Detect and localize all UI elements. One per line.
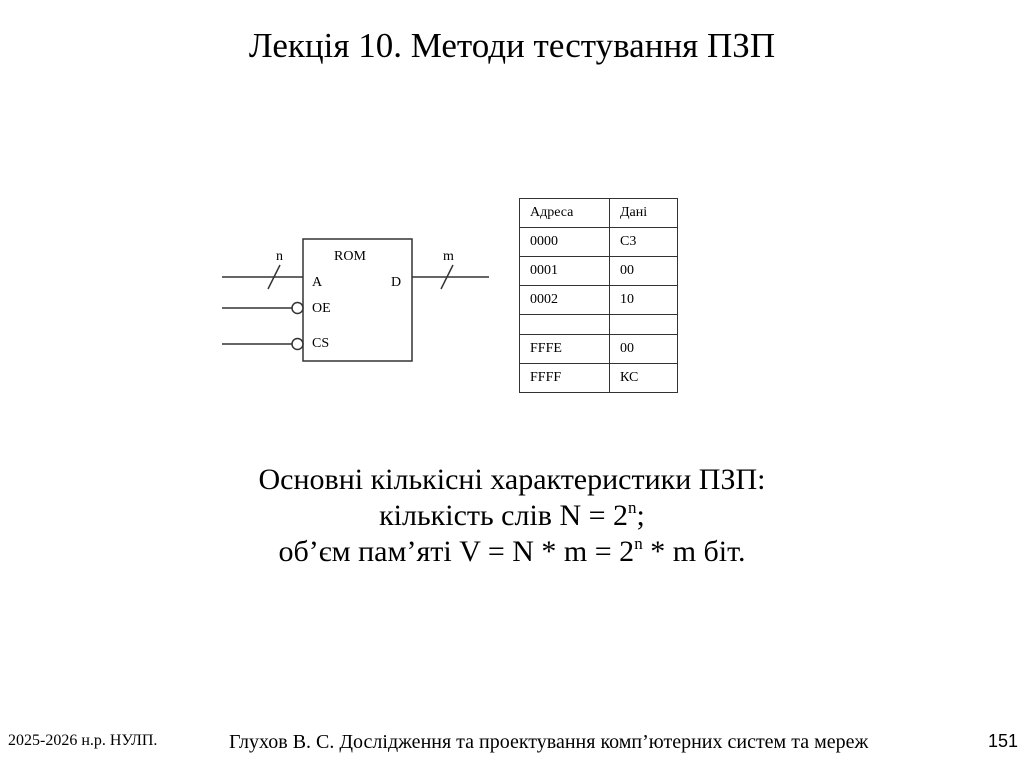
table-row bbox=[520, 364, 678, 393]
words-formula-text: кількість слів N = 2 bbox=[379, 499, 629, 532]
table-row bbox=[520, 335, 678, 364]
words-formula-suffix: ; bbox=[636, 499, 645, 532]
oe-inversion-bubble bbox=[292, 303, 303, 314]
volume-formula bbox=[0, 534, 1024, 570]
address-cell: 0001 bbox=[520, 257, 610, 286]
memory-content-table bbox=[519, 198, 678, 393]
address-cell: FFFE bbox=[520, 335, 610, 364]
gap-cell bbox=[520, 315, 610, 335]
cs-inversion-bubble bbox=[292, 339, 303, 350]
data-cell: 00 bbox=[610, 335, 678, 364]
table-row bbox=[520, 228, 678, 257]
header-data: Дані bbox=[610, 199, 678, 228]
data-cell: 00 bbox=[610, 257, 678, 286]
footer-year: 2025-2026 н.р. НУЛП. bbox=[8, 732, 158, 749]
data-width-label: m bbox=[443, 249, 454, 264]
slide-title: Лекція 10. Методи тестування ПЗП bbox=[248, 26, 776, 65]
data-port-label: D bbox=[391, 275, 402, 290]
data-cell: 10 bbox=[610, 286, 678, 315]
address-cell: 0002 bbox=[520, 286, 610, 315]
data-cell: КС bbox=[610, 364, 678, 393]
rom-label: ROM bbox=[334, 249, 366, 264]
words-exponent: n bbox=[628, 498, 637, 517]
words-formula bbox=[0, 498, 1024, 534]
table-row bbox=[520, 257, 678, 286]
footer-course: Глухов В. С. Дослідження та проектування комп’ютерних систем та мереж bbox=[229, 731, 869, 753]
volume-exponent: n bbox=[634, 534, 643, 553]
characteristics-block bbox=[0, 462, 1024, 570]
address-cell: 0000 bbox=[520, 228, 610, 257]
page-number: 151 bbox=[988, 731, 1019, 751]
oe-label: OE bbox=[312, 301, 331, 316]
volume-formula-text: об’єм пам’яті V = N * m = 2 bbox=[278, 535, 635, 568]
volume-formula-suffix: * m біт. bbox=[642, 535, 746, 568]
characteristics-heading: Основні кількісні характеристики ПЗП: bbox=[258, 463, 766, 496]
address-port-label: A bbox=[312, 275, 323, 290]
data-cell: C3 bbox=[610, 228, 678, 257]
table-row bbox=[520, 286, 678, 315]
cs-label: CS bbox=[312, 336, 330, 351]
address-cell: FFFF bbox=[520, 364, 610, 393]
table-gap-row bbox=[520, 315, 678, 335]
gap-cell bbox=[610, 315, 678, 335]
table-header-row bbox=[520, 199, 678, 228]
header-address: Адреса bbox=[520, 199, 610, 228]
address-width-label: n bbox=[276, 249, 283, 264]
